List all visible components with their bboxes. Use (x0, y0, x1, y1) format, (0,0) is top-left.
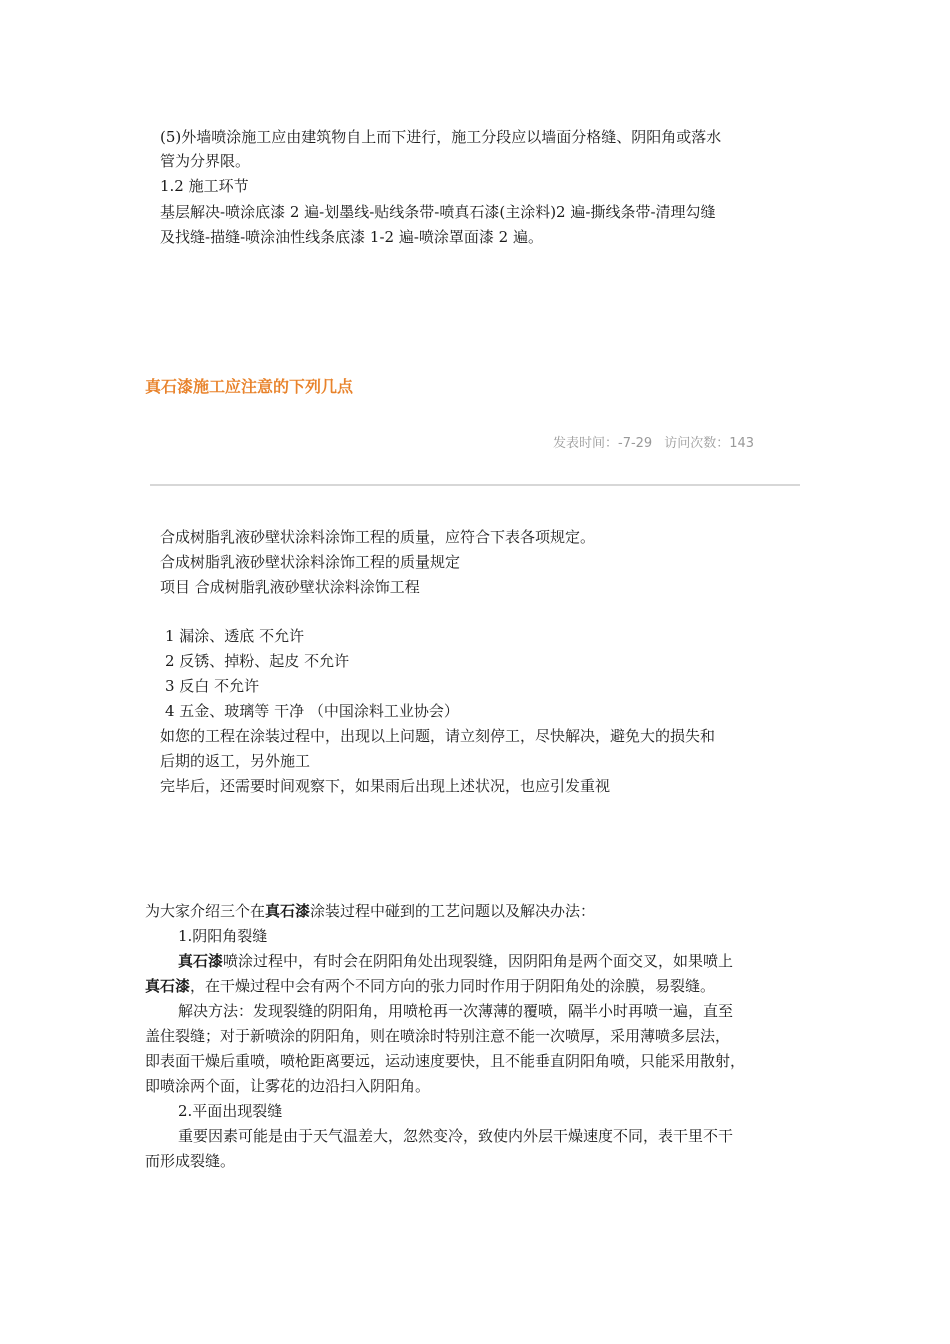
list-item: 3 反白 不允许 (165, 677, 260, 695)
publish-time: 发表时间：-7-29 (553, 436, 653, 451)
paragraph-line: 项目 合成树脂乳液砂壁状涂料涂饰工程 (160, 578, 420, 596)
visit-count: 访问次数：143 (664, 436, 755, 451)
paragraph-line: 后期的返工，另外施工 (160, 752, 311, 770)
section-heading: 1.2 施工环节 (160, 177, 249, 195)
paragraph-line: 合成树脂乳液砂壁状涂料涂饰工程的质量，应符合下表各项规定。 (160, 528, 596, 546)
list-item: 1 漏涂、透底 不允许 (165, 627, 305, 645)
section-heading: 1.阴阳角裂缝 (178, 927, 268, 945)
paragraph-line: 即表面干燥后重喷，喷枪距离要远，运动速度要快，且不能垂直阴阳角喷，只能采用散射， (145, 1052, 746, 1070)
list-item: 4 五金、玻璃等 干净 （中国涂料工业协会） (165, 702, 459, 720)
paragraph-line (145, 899, 595, 923)
paragraph-line: 合成树脂乳液砂壁状涂料涂饰工程的质量规定 (160, 553, 461, 571)
divider (150, 484, 800, 486)
article-meta (553, 432, 766, 451)
paragraph-line: 而形成裂缝。 (145, 1152, 236, 1170)
article-title: 真石漆施工应注意的下列几点 (145, 377, 354, 396)
paragraph-line: 如您的工程在涂装过程中，出现以上问题，请立刻停工，尽快解决，避免大的损失和 (160, 727, 716, 745)
list-item: 2 反锈、掉粉、起皮 不允许 (165, 652, 350, 670)
paragraph-line: 完毕后，还需要时间观察下，如果雨后出现上述状况，也应引发重视 (160, 777, 611, 795)
paragraph-line: 盖住裂缝；对于新喷涂的阴阳角，则在喷涂时特别注意不能一次喷厚，采用薄喷多层法， (145, 1027, 731, 1045)
paragraph-line: 解决方法：发现裂缝的阴阳角，用喷枪再一次薄薄的覆喷，隔半小时再喷一遍，直至 (178, 1002, 734, 1020)
text: 涂装过程中碰到的工艺问题以及解决办法： (310, 902, 596, 920)
bold-keyword: 真石漆 (178, 952, 224, 970)
paragraph-line: 基层解决-喷涂底漆 2 遍-划墨线-贴线条带-喷真石漆(主涂料)2 遍-撕线条带-清理勾缝 (160, 203, 716, 221)
paragraph-line (178, 949, 733, 973)
text: 喷涂过程中，有时会在阴阳角处出现裂缝，因阴阳角是两个面交叉，如果喷上 (223, 952, 734, 970)
paragraph-line: (5)外墙喷涂施工应由建筑物自上而下进行，施工分段应以墙面分格缝、阴阳角或落水 (160, 128, 722, 146)
paragraph-line: 重要因素可能是由于天气温差大，忽然变冷，致使内外层干燥速度不同，表干里不干 (178, 1127, 734, 1145)
paragraph-line: 及找缝-描缝-喷涂油性线条底漆 1-2 遍-喷涂罩面漆 2 遍。 (160, 228, 543, 246)
paragraph-line: 管为分界限。 (160, 152, 251, 170)
text: ，在干燥过程中会有两个不同方向的张力同时作用于阴阳角处的涂膜，易裂缝。 (190, 977, 716, 995)
text: 为大家介绍三个在 (145, 902, 266, 920)
section-heading: 2.平面出现裂缝 (178, 1102, 283, 1120)
bold-keyword: 真石漆 (265, 902, 311, 920)
bold-keyword: 真石漆 (145, 977, 191, 995)
paragraph-line: 即喷涂两个面，让雾花的边沿扫入阴阳角。 (145, 1077, 431, 1095)
paragraph-line (145, 974, 715, 998)
